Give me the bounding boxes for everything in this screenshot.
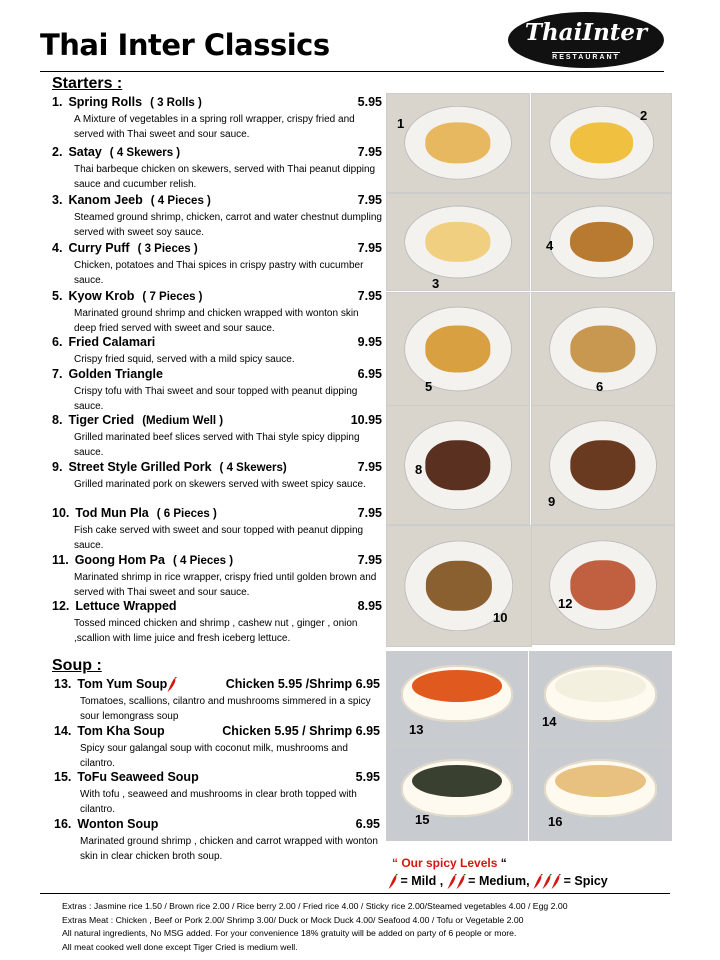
item-name: ToFu Seaweed Soup bbox=[77, 770, 199, 784]
item-name: Fried Calamari bbox=[68, 335, 156, 349]
item-number: 8. bbox=[52, 413, 63, 427]
item-price: 8.95 bbox=[357, 599, 382, 613]
item-quantity: ( 4 Pieces ) bbox=[172, 555, 234, 567]
soup-item bbox=[54, 724, 380, 771]
item-number: 6. bbox=[52, 335, 63, 349]
spicy-label: = Spicy bbox=[563, 874, 608, 888]
dish bbox=[570, 560, 635, 610]
item-description: Grilled marinated pork on skewers served with sweet spicy sauce. bbox=[74, 479, 366, 490]
item-description: Tossed minced chicken and shrimp , cashew nut , ginger , onion ,scallion with lime juice and fresh iceberg lettuce. bbox=[74, 618, 358, 644]
item-price: 5.95 bbox=[357, 95, 382, 109]
item-description: Fish cake served with sweet and sour topped with peanut dipping sauce. bbox=[74, 525, 364, 551]
extras-line: Extras Meat : Chicken , Beef or Pork 2.00/ Shrimp 3.00/ Duck or Mock Duck 4.00/ Seafood 4.00 / Tofu or Vegetable 2.00 bbox=[62, 914, 524, 925]
extras-line: All meat cooked well done except Tiger Cried is medium well. bbox=[62, 941, 298, 952]
soup-item bbox=[54, 770, 380, 817]
item-name: Tom Yum Soup bbox=[77, 677, 168, 691]
item-quantity: ( 4 Pieces ) bbox=[150, 195, 211, 207]
item-quantity: ( 3 Pieces ) bbox=[137, 243, 198, 255]
chili-icon bbox=[542, 874, 551, 890]
dish bbox=[570, 325, 635, 372]
item-number: 10. bbox=[52, 506, 70, 520]
extras-line: All natural ingredients, No MSG added. For your convenience 18% gratuity will be added on party of 6 people or more. bbox=[62, 928, 517, 938]
menu-item bbox=[52, 506, 382, 553]
menu-item bbox=[52, 289, 382, 336]
food-photo bbox=[531, 525, 675, 645]
item-name: Kyow Krob bbox=[68, 289, 135, 303]
photo-number: 3 bbox=[432, 276, 440, 291]
chili-icon bbox=[456, 874, 465, 890]
item-header bbox=[52, 241, 382, 257]
item-description: With tofu , seaweed and mushrooms in clear broth topped with cilantro. bbox=[80, 789, 357, 815]
chili-icon bbox=[447, 874, 456, 890]
food-photo bbox=[531, 193, 672, 291]
page-title: Thai Inter Classics bbox=[40, 28, 330, 62]
dish bbox=[570, 122, 634, 163]
photo-number: 16 bbox=[548, 814, 563, 829]
item-number: 4. bbox=[52, 241, 63, 255]
photo-number: 10 bbox=[493, 610, 508, 625]
medium-label: = Medium, bbox=[468, 874, 530, 888]
logo-subtitle: RESTAURANT bbox=[552, 54, 620, 61]
item-description: A Mixture of vegetables in a spring roll wrapper, crispy fried and served with Thai sweet and sour sauce. bbox=[74, 114, 355, 140]
item-price: 10.95 bbox=[350, 413, 382, 427]
menu-item bbox=[52, 95, 382, 142]
item-header bbox=[54, 724, 380, 740]
item-quantity: ( 4 Skewers) bbox=[219, 462, 287, 474]
item-description: Spicy sour galangal soup with coconut milk, mushrooms and cilantro. bbox=[80, 743, 348, 769]
item-price: 6.95 bbox=[355, 817, 380, 831]
item-name: Tom Kha Soup bbox=[77, 724, 165, 738]
item-header bbox=[52, 460, 382, 476]
item-number: 1. bbox=[52, 95, 63, 109]
item-header bbox=[52, 289, 382, 305]
restaurant-logo bbox=[508, 12, 664, 68]
extras-line: Extras : Jasmine rice 1.50 / Brown rice 2.00 / Rice berry 2.00 / Fried rice 4.00 / Sticky rice 2.00/Steamed vegetables 4.00 / Egg 2.00 bbox=[62, 901, 568, 911]
item-price: 7.95 bbox=[357, 145, 382, 159]
item-number: 16. bbox=[54, 817, 72, 831]
soup-broth bbox=[412, 765, 502, 797]
item-price: 7.95 bbox=[357, 553, 382, 567]
photo-number: 4 bbox=[546, 238, 554, 253]
dish bbox=[425, 325, 490, 372]
spicy-title-text: Our spicy Levels bbox=[401, 856, 498, 870]
soup-item bbox=[54, 817, 380, 864]
item-description: Steamed ground shrimp, chicken, carrot and water chestnut dumpling served with sweet soy sauce. bbox=[74, 212, 382, 238]
item-number: 11. bbox=[52, 553, 69, 567]
item-description: Grilled marinated beef slices served with Thai style spicy dipping sauce. bbox=[74, 432, 360, 458]
item-price: 7.95 bbox=[357, 460, 382, 474]
item-price: 7.95 bbox=[357, 289, 382, 303]
item-description: Marinated shrimp in rice wrapper, crispy fried until golden brown and served with Thai sweet and sour sauce. bbox=[74, 572, 377, 598]
spicy-levels-legend bbox=[388, 874, 608, 890]
item-name: Golden Triangle bbox=[68, 367, 163, 381]
quote-open: “ bbox=[392, 856, 398, 870]
item-description: Tomatoes, scallions, cilantro and mushrooms simmered in a spicy sour lemongrass soup bbox=[80, 696, 371, 722]
item-header bbox=[52, 367, 382, 383]
menu-item bbox=[52, 553, 382, 600]
item-description: Marinated ground shrimp , chicken and carrot wrapped with wonton skin in clear chicken broth soup. bbox=[80, 836, 378, 862]
food-photo bbox=[531, 93, 672, 193]
item-number: 9. bbox=[52, 460, 63, 474]
photo-number: 9 bbox=[548, 494, 556, 509]
quote-close: “ bbox=[500, 856, 507, 870]
item-name: Spring Rolls bbox=[68, 95, 143, 109]
soup-item bbox=[54, 677, 380, 724]
item-header bbox=[52, 193, 382, 209]
item-name: Tiger Cried bbox=[68, 413, 135, 427]
soup-broth bbox=[555, 670, 645, 701]
menu-item bbox=[52, 145, 382, 192]
dish bbox=[425, 122, 490, 163]
item-number: 5. bbox=[52, 289, 63, 303]
dish bbox=[426, 561, 492, 611]
soup-heading: Soup : bbox=[52, 657, 102, 674]
spicy-levels-title bbox=[392, 856, 507, 870]
photo-number: 6 bbox=[596, 379, 604, 394]
item-header bbox=[54, 770, 380, 786]
food-photo bbox=[531, 405, 675, 525]
soup-photo bbox=[386, 651, 528, 745]
soup-photo bbox=[529, 651, 672, 745]
soup-photo bbox=[529, 745, 672, 841]
photo-number: 2 bbox=[640, 108, 648, 123]
photo-number: 12 bbox=[558, 596, 573, 611]
item-number: 3. bbox=[52, 193, 63, 207]
item-name: Wonton Soup bbox=[77, 817, 159, 831]
logo-name: ThaiInter bbox=[524, 19, 648, 46]
chili-icon bbox=[551, 874, 560, 890]
photo-number: 8 bbox=[415, 462, 423, 477]
item-description: Chicken, potatoes and Thai spices in crispy pastry with cucumber sauce. bbox=[74, 260, 364, 286]
item-number: 12. bbox=[52, 599, 70, 613]
item-name: Street Style Grilled Pork bbox=[68, 460, 212, 474]
item-name: Kanom Jeeb bbox=[68, 193, 143, 207]
menu-item bbox=[52, 193, 382, 240]
item-quantity: (Medium Well ) bbox=[142, 415, 224, 427]
dish bbox=[570, 440, 635, 490]
dish bbox=[425, 440, 490, 490]
item-header bbox=[52, 413, 382, 429]
photo-number: 1 bbox=[397, 116, 405, 131]
soup-broth bbox=[412, 670, 502, 701]
food-photo bbox=[386, 193, 530, 291]
item-description: Thai barbeque chicken on skewers, served with Thai peanut dipping sauce and cucumber relish. bbox=[74, 164, 376, 190]
dish bbox=[425, 222, 490, 262]
item-name: Curry Puff bbox=[68, 241, 130, 255]
menu-item bbox=[52, 241, 382, 288]
item-price: 7.95 bbox=[357, 506, 382, 520]
food-photo bbox=[386, 525, 532, 647]
item-quantity: ( 3 Rolls ) bbox=[150, 97, 202, 109]
soup-photo bbox=[386, 745, 528, 841]
dish bbox=[570, 222, 634, 262]
item-description: Crispy tofu with Thai sweet and sour topped with peanut dipping sauce. bbox=[74, 386, 358, 412]
food-photo bbox=[386, 405, 530, 525]
photo-number: 5 bbox=[425, 379, 433, 394]
menu-item bbox=[52, 367, 382, 414]
item-header bbox=[52, 553, 382, 569]
chili-icon bbox=[167, 677, 176, 693]
footer-divider bbox=[40, 893, 670, 894]
item-price: 7.95 bbox=[357, 193, 382, 207]
mild-label: = Mild , bbox=[400, 874, 444, 888]
item-description: Marinated ground shrimp and chicken wrapped with wonton skin deep fried served with sweet and sour sauce. bbox=[74, 308, 359, 334]
item-header bbox=[52, 335, 382, 351]
item-header bbox=[52, 599, 382, 615]
item-header bbox=[52, 506, 382, 522]
item-number: 13. bbox=[54, 677, 72, 691]
item-price: 5.95 bbox=[355, 770, 380, 784]
item-description: Crispy fried squid, served with a mild spicy sauce. bbox=[74, 354, 295, 365]
starters-heading: Starters : bbox=[52, 75, 123, 92]
chili-icon bbox=[533, 874, 542, 890]
item-number: 2. bbox=[52, 145, 63, 159]
food-photo bbox=[386, 292, 530, 406]
photo-number: 14 bbox=[542, 714, 557, 729]
extras-notes bbox=[62, 900, 568, 954]
item-header bbox=[54, 677, 380, 693]
food-photo bbox=[386, 93, 530, 193]
header-divider bbox=[40, 71, 664, 72]
menu-item bbox=[52, 335, 382, 367]
item-header bbox=[52, 95, 382, 111]
item-name: Lettuce Wrapped bbox=[75, 599, 177, 613]
item-number: 15. bbox=[54, 770, 72, 784]
item-header bbox=[54, 817, 380, 833]
item-price: 9.95 bbox=[357, 335, 382, 349]
photo-number: 15 bbox=[415, 812, 430, 827]
item-quantity: ( 6 Pieces ) bbox=[156, 508, 217, 520]
item-price: 7.95 bbox=[357, 241, 382, 255]
item-price: Chicken 5.95 / Shrimp 6.95 bbox=[222, 724, 380, 738]
item-name: Tod Mun Pla bbox=[75, 506, 149, 520]
item-price: Chicken 5.95 /Shrimp 6.95 bbox=[225, 677, 380, 691]
item-price: 6.95 bbox=[357, 367, 382, 381]
chili-icon bbox=[388, 874, 397, 890]
item-name: Satay bbox=[68, 145, 102, 159]
soup-broth bbox=[555, 765, 645, 797]
menu-item bbox=[52, 599, 382, 646]
menu-item bbox=[52, 413, 382, 460]
item-number: 14. bbox=[54, 724, 72, 738]
menu-item bbox=[52, 460, 382, 492]
item-header bbox=[52, 145, 382, 161]
item-name: Goong Hom Pa bbox=[74, 553, 165, 567]
photo-number: 13 bbox=[409, 722, 424, 737]
food-photo bbox=[531, 292, 675, 406]
item-quantity: ( 7 Pieces ) bbox=[142, 291, 203, 303]
item-quantity: ( 4 Skewers ) bbox=[109, 147, 181, 159]
item-number: 7. bbox=[52, 367, 63, 381]
